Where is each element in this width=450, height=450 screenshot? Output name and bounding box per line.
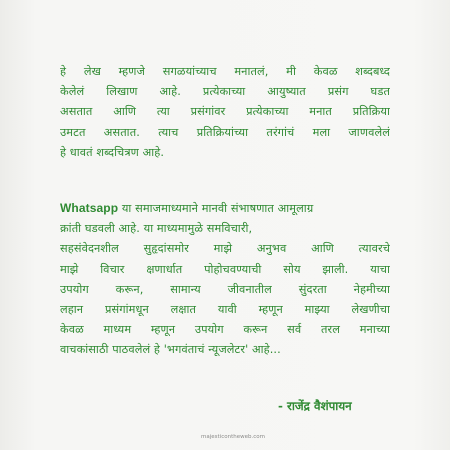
site-watermark: majesticontheweb.com (201, 434, 265, 440)
text-line: लहान प्रसंगांमधून लक्षात यावी म्हणून माझ्या लेखणीचा (60, 302, 390, 316)
text-line: हे लेख म्हणजे सगळयांच्याच मनातलं, मी केवळ शब्दबध्द (60, 65, 390, 78)
text-line: केलेलं लिखाण आहे. प्रत्येकाच्या आयुष्यात प्रसंग घडत (60, 85, 390, 99)
whatsapp-brand-text: Whatsapp (60, 201, 119, 215)
text-line: क्रांती घडवली आहे. या माध्यमामुळे समविचारी, (60, 222, 253, 236)
text-line-rest: या समाजमाध्यमाने मानवी संभाषणात आमूलाग्र (118, 202, 314, 215)
paragraph-2 (60, 198, 390, 361)
paragraph-1 (60, 62, 390, 163)
text-line: वाचकांसाठी पाठवलेलं हे 'भगवंताचं न्यूजलेटर' आहे... (60, 343, 281, 357)
text-line: उपयोग करून, सामान्य जीवनातील सुंदरता नेहमीच्या (60, 282, 390, 296)
text-line: माझे विचार क्षणार्धात पोहोचवण्याची सोय झाली. याचा (60, 262, 390, 276)
text-line: उमटत असतात. त्याच प्रतिक्रियांच्या तरंगांचं मला जाणवलेलं (60, 125, 390, 139)
text-line-first (60, 198, 390, 219)
text-line: हे धावतं शब्दचित्रण आहे. (60, 145, 165, 159)
text-line: असतात आणि त्या प्रसंगांवर प्रत्येकाच्या मनात प्रतिक्रिया (60, 105, 390, 119)
text-line: सहसंवेदनशील सुहृदांसमोर माझे अनुभव आणि त्यावरचे (60, 242, 390, 256)
author-signature: - राजेंद्र वैशंपायन (278, 399, 352, 413)
text-line: केवळ माध्यम म्हणून उपयोग करून सर्व तरल मनाच्या (60, 323, 390, 337)
